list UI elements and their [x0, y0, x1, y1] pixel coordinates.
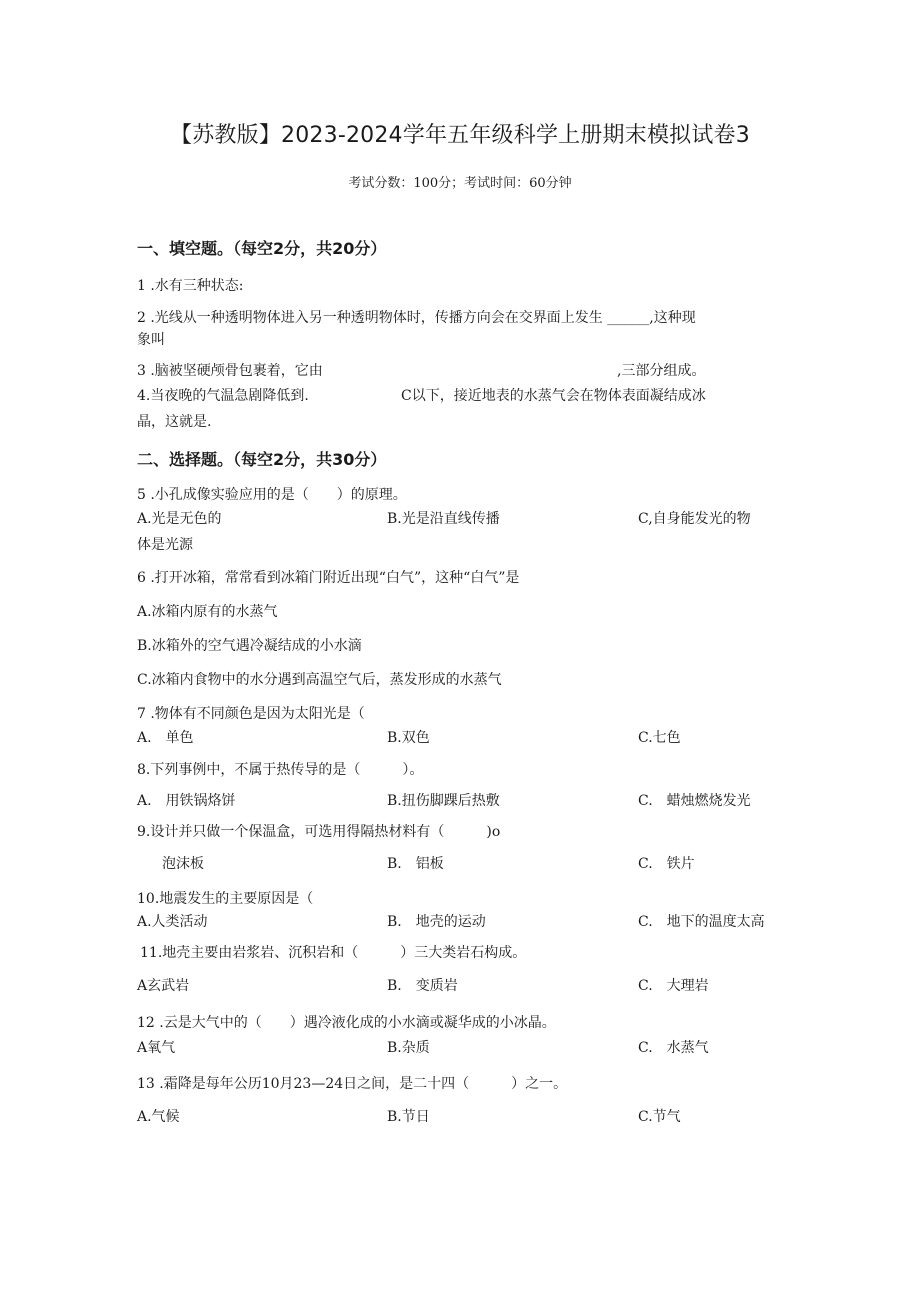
- question-13: 13 .霜降是每年公历10月23—24日之间，是二十四（ ）之一。: [137, 1076, 568, 1092]
- question-13-option-c: C.节气: [638, 1109, 681, 1125]
- question-5-option-c-continued: 体是光源: [137, 537, 193, 553]
- question-9: 9.设计并只做一个保温盒，可选用得隔热材料有（ )o: [137, 824, 501, 840]
- question-7: 7 .物体有不同颜色是因为太阳光是（: [137, 706, 365, 722]
- question-9-option-c: C. 铁片: [638, 856, 695, 872]
- question-11-option-c: C. 大理岩: [638, 978, 709, 994]
- question-8-option-b: B.扭伤脚踝后热敷: [387, 793, 500, 809]
- question-12-option-c: C. 水蒸气: [638, 1040, 709, 1056]
- question-5-option-b: B.光是沿直线传播: [387, 511, 500, 527]
- question-9-option-b: B. 铝板: [387, 856, 444, 872]
- question-3: 3 .脑被坚硬颅骨包裹着，它由: [137, 363, 323, 379]
- question-11-option-b: B. 变质岩: [387, 978, 458, 994]
- question-6: 6 .打开冰箱，常常看到冰箱门附近出现“白气”，这种“白气”是: [137, 570, 520, 586]
- question-8: 8.下列事例中，不属于热传导的是（ ）。: [137, 762, 424, 778]
- question-6-option-a: A.冰箱内原有的水蒸气: [137, 604, 278, 620]
- question-3-end: ,三部分组成。: [617, 363, 706, 379]
- question-7-option-c: C.七色: [638, 730, 681, 746]
- question-12: 12 .云是大气中的（ ）遇冷液化成的小水滴或凝华成的小冰晶。: [137, 1015, 556, 1031]
- question-5-option-a: A.光是无色的: [137, 511, 222, 527]
- question-2-continued: 象叫: [137, 332, 165, 348]
- question-10: 10.地震发生的主要原因是（: [137, 891, 314, 907]
- question-1: 1 .水有三种状态:: [137, 278, 244, 294]
- exam-subtitle: 考试分数：100分；考试时间：60分钟: [348, 176, 572, 191]
- question-10-option-b: B. 地壳的运动: [387, 914, 486, 930]
- question-12-option-a: A氧气: [137, 1040, 176, 1056]
- question-4-continued: 晶，这就是.: [137, 414, 212, 430]
- section-heading-multiple-choice: 二、选择题。（每空2分，共30分）: [137, 450, 387, 469]
- question-8-option-c: C. 蜡烛燃烧发光: [638, 793, 751, 809]
- question-7-option-b: B.双色: [387, 730, 430, 746]
- question-2: 2 .光线从一种透明物体进入另一种透明物体时，传播方向会在交界面上发生 ______,这种现: [137, 310, 696, 326]
- question-13-option-a: A.气候: [137, 1109, 180, 1125]
- question-11-option-a: A玄武岩: [137, 978, 190, 994]
- question-10-option-a: A.人类活动: [137, 914, 208, 930]
- question-4-middle: C以下，接近地表的水蒸气会在物体表面凝结成冰: [401, 388, 706, 404]
- question-9-option-a: 泡沫板: [162, 856, 204, 872]
- exam-title: 【苏教版】2023-2024学年五年级科学上册期末模拟试卷3: [170, 123, 750, 148]
- question-10-option-c: C. 地下的温度太高: [638, 914, 765, 930]
- question-5: 5 .小孔成像实验应用的是（ ）的原理。: [137, 487, 407, 503]
- question-11: 11.地壳主要由岩浆岩、沉积岩和（ ）三大类岩石构成。: [140, 945, 527, 961]
- question-5-option-c: C,自身能发光的物: [638, 511, 751, 527]
- question-12-option-b: B.杂质: [387, 1040, 430, 1056]
- question-7-option-a: A. 单色: [137, 730, 194, 746]
- question-6-option-c: C.冰箱内食物中的水分遇到高温空气后，蒸发形成的水蒸气: [137, 672, 502, 688]
- question-6-option-b: B.冰箱外的空气遇冷凝结成的小水滴: [137, 638, 362, 654]
- question-13-option-b: B.节日: [387, 1109, 430, 1125]
- question-4: 4.当夜晚的气温急剧降低到.: [137, 388, 309, 404]
- question-8-option-a: A. 用铁锅烙饼: [137, 793, 236, 809]
- section-heading-fill-blank: 一、填空题。（每空2分，共20分）: [137, 239, 387, 258]
